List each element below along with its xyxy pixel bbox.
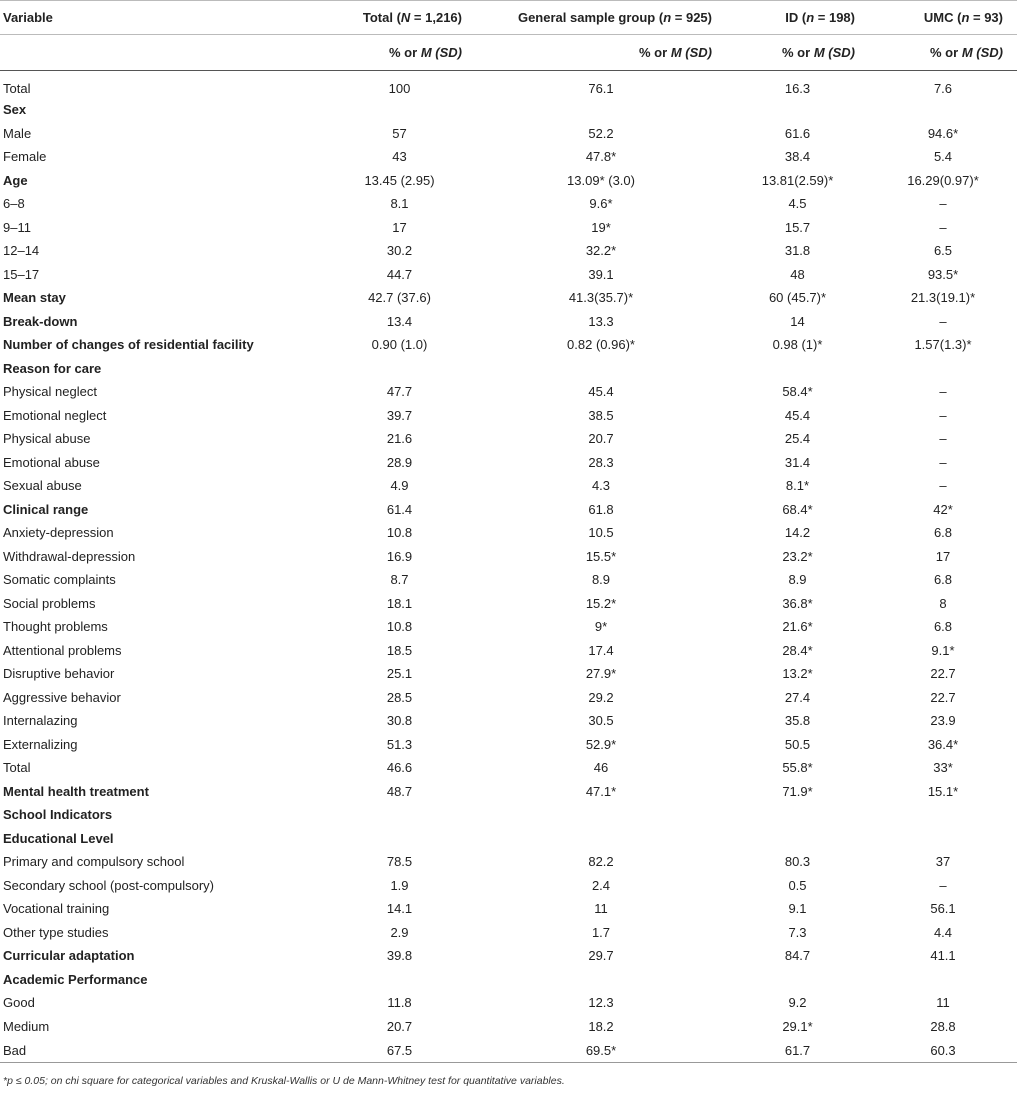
row-value: 11 [936, 995, 950, 1011]
header-umc: UMC (n = 93) [869, 1, 1017, 35]
row-value: 33* [933, 760, 953, 776]
row-value: 8.9 [591, 572, 611, 588]
row-value: 23.9 [930, 713, 956, 729]
row-value: 21.6 [386, 431, 413, 447]
table-row [0, 1038, 1017, 1063]
table-row [0, 122, 1017, 146]
row-label: Mean stay [3, 290, 66, 306]
row-value: 42* [933, 501, 953, 517]
row-value [726, 98, 869, 122]
table-row [0, 850, 1017, 874]
row-value: 48 [790, 266, 805, 282]
row-value: 32.2* [585, 243, 617, 259]
table-row [0, 568, 1017, 592]
row-value: 18.2 [588, 1018, 614, 1034]
row-value: 61.8 [588, 501, 614, 517]
row-value: 80.3 [784, 854, 811, 870]
table-row [0, 991, 1017, 1015]
row-value: 60 (45.7)* [768, 290, 827, 306]
row-value: 21.3(19.1)* [910, 290, 976, 306]
row-value: 71.9* [782, 783, 813, 799]
row-value: 4.9 [390, 478, 409, 494]
row-value: 25.4 [784, 431, 811, 447]
row-label: Reason for care [3, 360, 102, 376]
row-value: 2.4 [591, 877, 611, 893]
row-value: 41.1 [930, 948, 956, 964]
row-value: 14.1 [386, 901, 413, 917]
table-body [0, 71, 1017, 1063]
table-row [0, 780, 1017, 804]
row-value: – [939, 313, 947, 329]
row-value: 13.2* [782, 666, 813, 682]
row-value: 11 [594, 901, 608, 917]
subheader-cell: % or M (SD) [323, 35, 476, 71]
table-row [0, 733, 1017, 757]
subheader-cell: % or M (SD) [726, 35, 869, 71]
row-value: – [939, 219, 947, 235]
table-row [0, 333, 1017, 357]
row-value: 8 [939, 595, 947, 611]
row-value [869, 803, 1017, 827]
row-value: 4.3 [591, 478, 611, 494]
row-value: 0.98 (1)* [772, 337, 823, 353]
row-value: 84.7 [784, 948, 811, 964]
row-value: 23.2* [782, 548, 813, 564]
row-label: Academic Performance [3, 971, 148, 987]
row-value: 4.5 [788, 196, 807, 212]
row-value: 9.1* [931, 642, 955, 658]
row-value: 14.2 [784, 525, 811, 541]
row-label: 12–14 [3, 243, 40, 259]
row-value: 44.7 [386, 266, 413, 282]
row-value: 56.1 [930, 901, 956, 917]
table-row [0, 427, 1017, 451]
row-value: 15.2* [585, 595, 617, 611]
header-general-sample: General sample group (n = 925) [476, 1, 726, 35]
row-label: 15–17 [3, 266, 40, 282]
row-label: Sex [3, 102, 27, 118]
table-row [0, 686, 1017, 710]
row-label: Bad [0, 1038, 323, 1063]
row-value [323, 357, 476, 381]
table-row [0, 944, 1017, 968]
table-row [0, 169, 1017, 193]
row-value: 28.4* [782, 642, 813, 658]
row-value: 13.3 [588, 313, 614, 329]
row-value [869, 357, 1017, 381]
row-label: Disruptive behavior [3, 666, 115, 682]
table-row [0, 756, 1017, 780]
row-value: 45.4 [784, 407, 811, 423]
row-value: 42.7 (37.6) [368, 290, 431, 306]
row-value: 50.5 [784, 736, 811, 752]
row-value: 17 [935, 548, 951, 564]
row-value: 12.3 [588, 995, 614, 1011]
table-row [0, 968, 1017, 992]
row-value: 22.7 [930, 689, 956, 705]
row-label: Good [3, 995, 35, 1011]
table-row [0, 498, 1017, 522]
row-label: Thought problems [3, 619, 108, 635]
row-label: Sexual abuse [3, 478, 82, 494]
row-label: Physical neglect [3, 384, 97, 400]
row-value: 38.4 [784, 149, 811, 165]
row-value: 46 [593, 760, 609, 776]
row-value: 9.6* [589, 196, 613, 212]
subheader-empty [0, 35, 323, 71]
row-value: 28.9 [386, 454, 413, 470]
row-value: 37 [935, 854, 951, 870]
row-value: – [939, 407, 947, 423]
table-row [0, 380, 1017, 404]
row-value: 15.7 [784, 219, 811, 235]
row-value: 9.2 [788, 995, 807, 1011]
row-value: 76.1 [588, 80, 614, 96]
row-value: 61.6 [784, 125, 811, 141]
row-value: 30.2 [386, 243, 413, 259]
row-value: 17 [392, 219, 407, 235]
row-label: 9–11 [3, 219, 31, 235]
row-value: 39.8 [386, 948, 413, 964]
row-value: 20.7 [386, 1018, 413, 1034]
row-label: Educational Level [3, 830, 114, 846]
row-value: – [939, 454, 947, 470]
row-value: 10.5 [588, 525, 614, 541]
table-footnote: *p ≤ 0.05; on chi square for categorical variables and Kruskal-Wallis or U de Mann-Whitney test for quantitative variables. [3, 1075, 565, 1087]
row-value: 8.1* [785, 478, 810, 494]
table-row [0, 1015, 1017, 1039]
row-value: 21.6* [782, 619, 813, 635]
row-value: 67.5 [323, 1038, 476, 1063]
header-row [0, 1, 1017, 35]
table-row [0, 803, 1017, 827]
table-row [0, 545, 1017, 569]
row-label: Externalizing [3, 736, 78, 752]
row-value: 13.81(2.59)* [761, 172, 834, 188]
row-value [869, 968, 1017, 992]
row-value: – [939, 431, 947, 447]
header-variable: Variable [0, 1, 323, 35]
row-value: 58.4* [782, 384, 813, 400]
row-value: 0.5 [788, 877, 807, 893]
row-value: 18.5 [386, 642, 413, 658]
row-value [726, 357, 869, 381]
row-label: Age [3, 172, 28, 188]
row-value: 6.8 [933, 619, 953, 635]
row-label: Clinical range [3, 501, 89, 517]
row-value: 94.6* [927, 125, 959, 141]
table-row [0, 404, 1017, 428]
row-label: Primary and compulsory school [3, 854, 185, 870]
row-value: 6.8 [933, 572, 953, 588]
table-row [0, 216, 1017, 240]
row-label: Secondary school (post-compulsory) [3, 877, 214, 893]
row-label: Medium [3, 1018, 50, 1034]
row-value: – [939, 196, 947, 212]
table-row [0, 263, 1017, 287]
row-value: 46.6 [386, 760, 413, 776]
row-label: Vocational training [3, 901, 110, 917]
row-value: 47.7 [386, 384, 413, 400]
row-value: 25.1 [386, 666, 413, 682]
table-row [0, 98, 1017, 122]
row-value: 19* [591, 219, 611, 235]
table-row [0, 709, 1017, 733]
row-value: 52.9* [585, 736, 617, 752]
row-value: 100 [388, 80, 411, 96]
row-value: 0.90 (1.0) [371, 337, 428, 353]
row-value: 16.29(0.97)* [907, 172, 979, 188]
row-value: 8.1 [390, 196, 409, 212]
row-value: 93.5* [927, 266, 959, 282]
row-value: 1.9 [390, 877, 409, 893]
table-row [0, 874, 1017, 898]
row-value [726, 803, 869, 827]
row-value: 60.3 [869, 1038, 1017, 1063]
row-value: 14 [790, 313, 805, 329]
row-value: 82.2 [588, 854, 614, 870]
table-row [0, 239, 1017, 263]
row-label: Break-down [3, 313, 78, 329]
row-value: 16.3 [784, 80, 811, 96]
row-value [323, 98, 476, 122]
table-row [0, 145, 1017, 169]
row-value: 1.7 [591, 924, 611, 940]
row-value: 13.45 (2.95) [364, 172, 435, 188]
row-value: 9.1 [788, 901, 807, 917]
row-value [476, 98, 726, 122]
row-value: 39.1 [588, 266, 614, 282]
row-value: 5.4 [933, 149, 953, 165]
row-label: Emotional abuse [3, 454, 100, 470]
row-label: Somatic complaints [3, 572, 116, 588]
row-value: 10.8 [386, 525, 413, 541]
row-value: 35.8 [784, 713, 811, 729]
row-value: 10.8 [386, 619, 413, 635]
row-value: – [939, 384, 947, 400]
subheader-row [0, 35, 1017, 71]
row-value: 57 [392, 125, 407, 141]
row-value: 47.8* [585, 149, 617, 165]
row-label: Number of changes of residential facility [3, 337, 254, 353]
row-value: 7.3 [788, 924, 807, 940]
row-value: 9* [594, 619, 608, 635]
row-value [323, 968, 476, 992]
row-value: 78.5 [386, 854, 413, 870]
row-value: 69.5* [476, 1038, 726, 1063]
header-total: Total (N = 1,216) [323, 1, 476, 35]
row-value [476, 357, 726, 381]
row-value [476, 827, 726, 851]
table-row [0, 286, 1017, 310]
row-value: 1.57(1.3)* [914, 337, 972, 353]
table-row [0, 592, 1017, 616]
row-value: 27.4 [784, 689, 811, 705]
row-value: 39.7 [386, 407, 413, 423]
row-value: 6.8 [933, 525, 953, 541]
row-value: 15.1* [927, 783, 959, 799]
row-value: 22.7 [930, 666, 956, 682]
row-label: Social problems [3, 595, 96, 611]
table-row [0, 662, 1017, 686]
row-value: – [939, 478, 947, 494]
row-label: Emotional neglect [3, 407, 107, 423]
row-value: 47.1* [585, 783, 617, 799]
row-label: Withdrawal-depression [3, 548, 136, 564]
row-label: Male [3, 125, 32, 141]
subheader-cell: % or M (SD) [869, 35, 1017, 71]
row-value: 43 [392, 149, 407, 165]
row-value: 31.4 [784, 454, 811, 470]
row-value [869, 827, 1017, 851]
row-value: 51.3 [386, 736, 413, 752]
row-value: 7.6 [933, 80, 953, 96]
row-value [323, 803, 476, 827]
table-row [0, 192, 1017, 216]
row-label: Physical abuse [3, 431, 91, 447]
row-label: Attentional problems [3, 642, 122, 658]
row-value: 30.5 [588, 713, 614, 729]
row-value: 61.4 [386, 501, 413, 517]
table-row [0, 474, 1017, 498]
row-value: 13.4 [386, 313, 413, 329]
row-value: 13.09* (3.0) [567, 172, 635, 188]
row-value: 2.9 [390, 924, 409, 940]
row-value: 28.5 [386, 689, 413, 705]
row-label: Anxiety-depression [3, 525, 114, 541]
row-value [869, 98, 1017, 122]
table-row [0, 921, 1017, 945]
row-value: 8.9 [788, 572, 807, 588]
row-value: 36.4* [927, 736, 959, 752]
row-value: 4.4 [933, 924, 953, 940]
row-value: 29.1* [782, 1018, 813, 1034]
row-value: 36.8* [782, 595, 813, 611]
row-value: 45.4 [588, 384, 614, 400]
table-row [0, 639, 1017, 663]
row-label: 6–8 [3, 196, 25, 212]
row-label: Other type studies [3, 924, 109, 940]
row-value: – [939, 877, 947, 893]
table-row [0, 615, 1017, 639]
table-row [0, 451, 1017, 475]
row-label: Curricular adaptation [3, 948, 135, 964]
row-value: 41.3(35.7)* [568, 290, 634, 306]
row-value: 38.5 [588, 407, 614, 423]
row-value: 6.5 [933, 243, 953, 259]
row-label: Total [3, 80, 31, 96]
subheader-cell: % or M (SD) [476, 35, 726, 71]
row-value: 52.2 [588, 125, 614, 141]
row-value: 61.7 [726, 1038, 869, 1063]
row-value: 8.7 [390, 572, 409, 588]
row-value: 31.8 [784, 243, 811, 259]
table-row [0, 897, 1017, 921]
row-value: 29.2 [588, 689, 614, 705]
row-value [323, 827, 476, 851]
row-value: 15.5* [585, 548, 617, 564]
row-value: 28.8 [930, 1018, 956, 1034]
row-value: 27.9* [585, 666, 617, 682]
row-value: 17.4 [588, 642, 614, 658]
row-value: 68.4* [782, 501, 813, 517]
row-value [476, 803, 726, 827]
row-value: 20.7 [588, 431, 614, 447]
table-row [0, 827, 1017, 851]
row-label: Female [3, 149, 47, 165]
table-row [0, 310, 1017, 334]
table-row [0, 71, 1017, 99]
row-value: 48.7 [386, 783, 413, 799]
table-row [0, 521, 1017, 545]
row-value: 55.8* [782, 760, 813, 776]
row-value: 28.3 [588, 454, 614, 470]
row-value: 29.7 [588, 948, 614, 964]
row-label: School Indicators [3, 807, 113, 823]
row-label: Total [3, 760, 31, 776]
row-value [726, 827, 869, 851]
row-value: 11.8 [387, 995, 412, 1011]
row-value: 30.8 [386, 713, 413, 729]
header-id: ID (n = 198) [726, 1, 869, 35]
table-row [0, 357, 1017, 381]
row-label: Mental health treatment [3, 783, 149, 799]
row-value: 16.9 [386, 548, 413, 564]
row-value: 0.82 (0.96)* [567, 337, 635, 353]
row-value [726, 968, 869, 992]
row-value [476, 968, 726, 992]
row-label: Internalazing [3, 713, 78, 729]
row-label: Aggressive behavior [3, 689, 121, 705]
row-value: 18.1 [386, 595, 413, 611]
